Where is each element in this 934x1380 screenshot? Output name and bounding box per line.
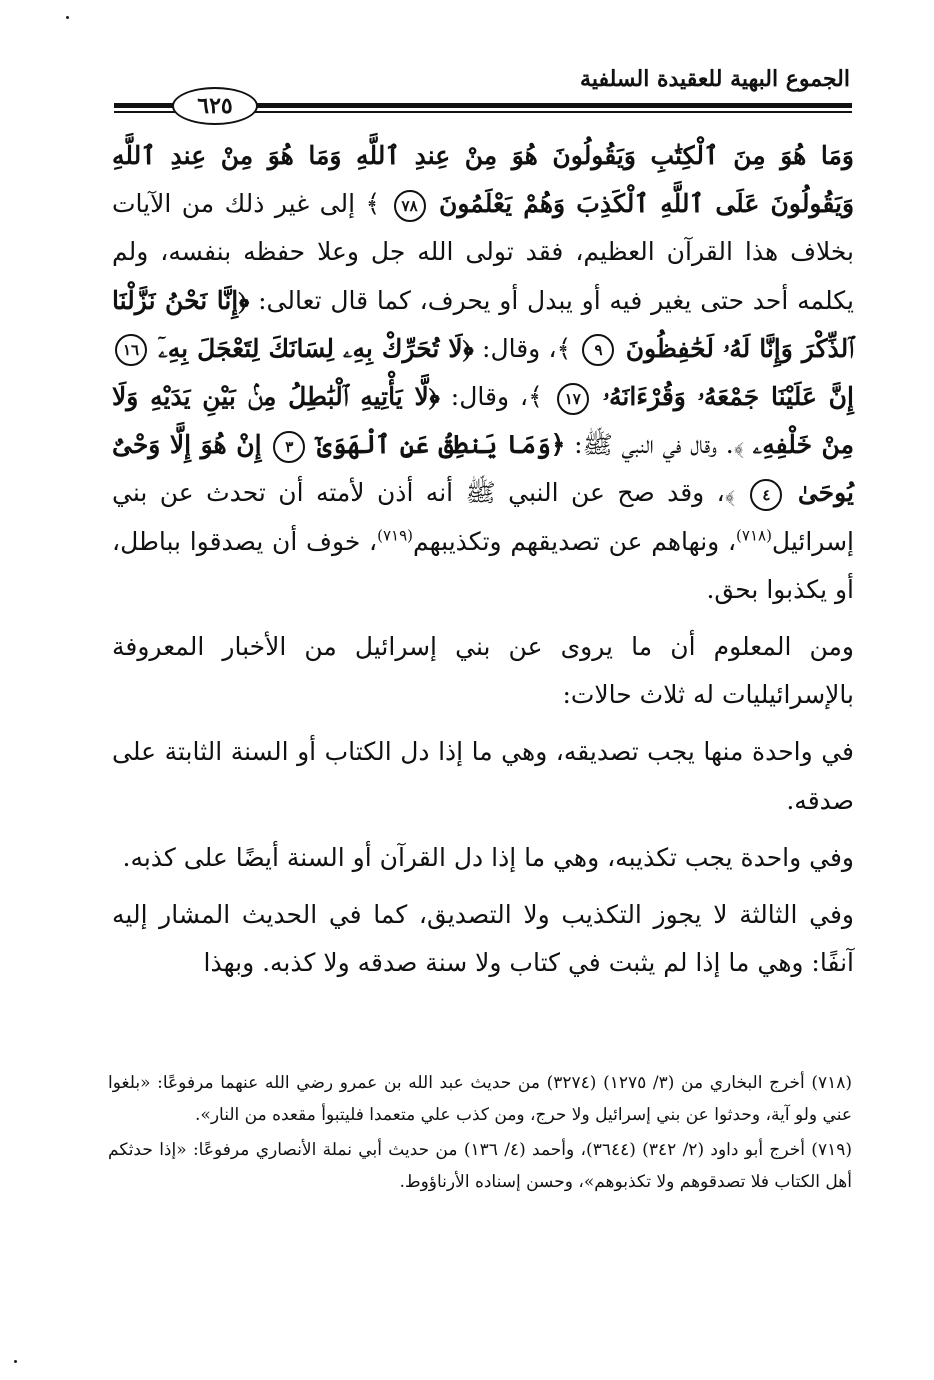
footnote-ref: (٧١٨) [736, 526, 772, 545]
footnote-ref: (٧١٩) [377, 526, 413, 545]
paragraph-text: ﴾، وقد صح عن النبي ﷺ أنه أذن لأمته أن تحدث عن بني إسرائيل [112, 478, 854, 556]
quran-verse: ﴿لَّا يَأْتِيهِ ٱلْبَٰطِلُ مِنۢ بَيْنِ يَدَيْهِ وَلَا مِنْ خَلْفِهِۦ [112, 382, 854, 460]
paragraph-3: في واحدة منها يجب تصديقه، وهي ما إذا دل الكتاب أو السنة الثابتة على صدقه. [112, 737, 854, 815]
paragraph-text: ، خوف أن يصدقوا بباطل، أو يكذبوا بحق. [112, 526, 854, 604]
running-header-title: الجموع البهية للعقيدة السلفية [580, 66, 850, 92]
quran-verse: ﴿وَمَا يَنطِقُ عَنِ ٱلْهَوَىٰٓ [317, 430, 566, 460]
paragraph-2: ومن المعلوم أن ما يروى عن بني إسرائيل من الأخبار المعروفة بالإسرائيليات له ثلاث حالات: [112, 632, 854, 710]
paragraph-text: ﴾، وقال: [482, 333, 572, 363]
quran-verse: ﴿لَا تُحَرِّكْ بِهِۦ لِسَانَكَ لِتَعْجَلَ بِهِۦٓ [158, 333, 474, 363]
quran-verse: إِنَّ عَلَيْنَا جَمْعَهُۥ وَقُرْءَانَهُۥ [602, 382, 854, 412]
paragraph-text: ﴾، وقال: [450, 382, 543, 412]
ayah-marker: ١٧ [557, 383, 589, 415]
paragraph-4: وفي واحدة يجب تكذيبه، وهي ما إذا دل القرآن أو السنة أيضًا على كذبه. [122, 842, 854, 872]
footnote-718: (٧١٨) أخرج البخاري من (٣/ ١٢٧٥) (٣٢٧٤) من حديث عبد الله بن عمرو رضي الله عنهما مرفوعًا: «بلغوا عني ولو آية، وحدثوا عن بني إسرائيل ولا حرج، ومن كذب علي متعمدا فليتبوأ مقعده من النار». [108, 1073, 853, 1125]
ayah-marker: ٣ [273, 431, 305, 463]
footnote-separator [112, 1061, 854, 1062]
paragraph-text: ﴾. وقال في النبي ﷺ: [574, 430, 744, 460]
footnotes [108, 1068, 852, 1198]
ayah-marker: ٩ [582, 334, 614, 366]
page-number: ٦٢٥ [172, 87, 258, 125]
paragraph-1 [112, 132, 854, 614]
quran-verse: إِنْ هُوَ إِلَّا وَحْىٌ يُوحَىٰ [112, 430, 854, 508]
paragraph-5: وفي الثالثة لا يجوز التكذيب ولا التصديق، كما في الحديث المشار إليه آنفًا: وهي ما إذا لم يثبت في كتاب ولا سنة صدقه ولا كذبه. وبهذا [112, 900, 855, 978]
paragraph-text: ﴾ إلى غير ذلك من الآيات بخلاف هذا القرآن العظيم، فقد تولى الله جل وعلا حفظه بنفسه، ولم يكلمه أحد حتى يغير فيه أو يبدل أو يحرف، كما قال تعالى: [112, 189, 854, 315]
scan-speck [14, 1360, 17, 1363]
main-text [112, 132, 854, 987]
footnote-719: (٧١٩) أخرج أبو داود (٢/ ٣٤٢) (٣٦٤٤)، وأحمد (٤/ ١٣٦) من حديث أبي نملة الأنصاري مرفوعًا: «إذا حدثكم أهل الكتاب فلا تصدقوهم ولا تكذبوهم»، وحسن إسناده الأرناؤوط. [108, 1140, 852, 1192]
quran-verse: وَمَا هُوَ مِنَ ٱلْكِتَٰبِ وَيَقُولُونَ هُوَ مِنْ عِندِ ٱللَّهِ وَمَا هُوَ مِنْ عِندِ ٱللَّهِ وَيَقُولُونَ عَلَى ٱللَّهِ ٱلْكَذِبَ وَهُمْ يَعْلَمُونَ [112, 141, 855, 219]
quran-verse: ﴿إِنَّا نَحْنُ نَزَّلْنَا ٱلذِّكْرَ وَإِنَّا لَهُۥ لَحَٰفِظُونَ [112, 285, 854, 363]
scan-speck [66, 16, 69, 19]
ayah-marker: ٤ [750, 479, 782, 511]
paragraph-text: ، ونهاهم عن تصديقهم وتكذيبهم [413, 526, 737, 556]
ayah-marker: ١٦ [115, 334, 147, 366]
ayah-marker: ٧٨ [394, 190, 426, 222]
